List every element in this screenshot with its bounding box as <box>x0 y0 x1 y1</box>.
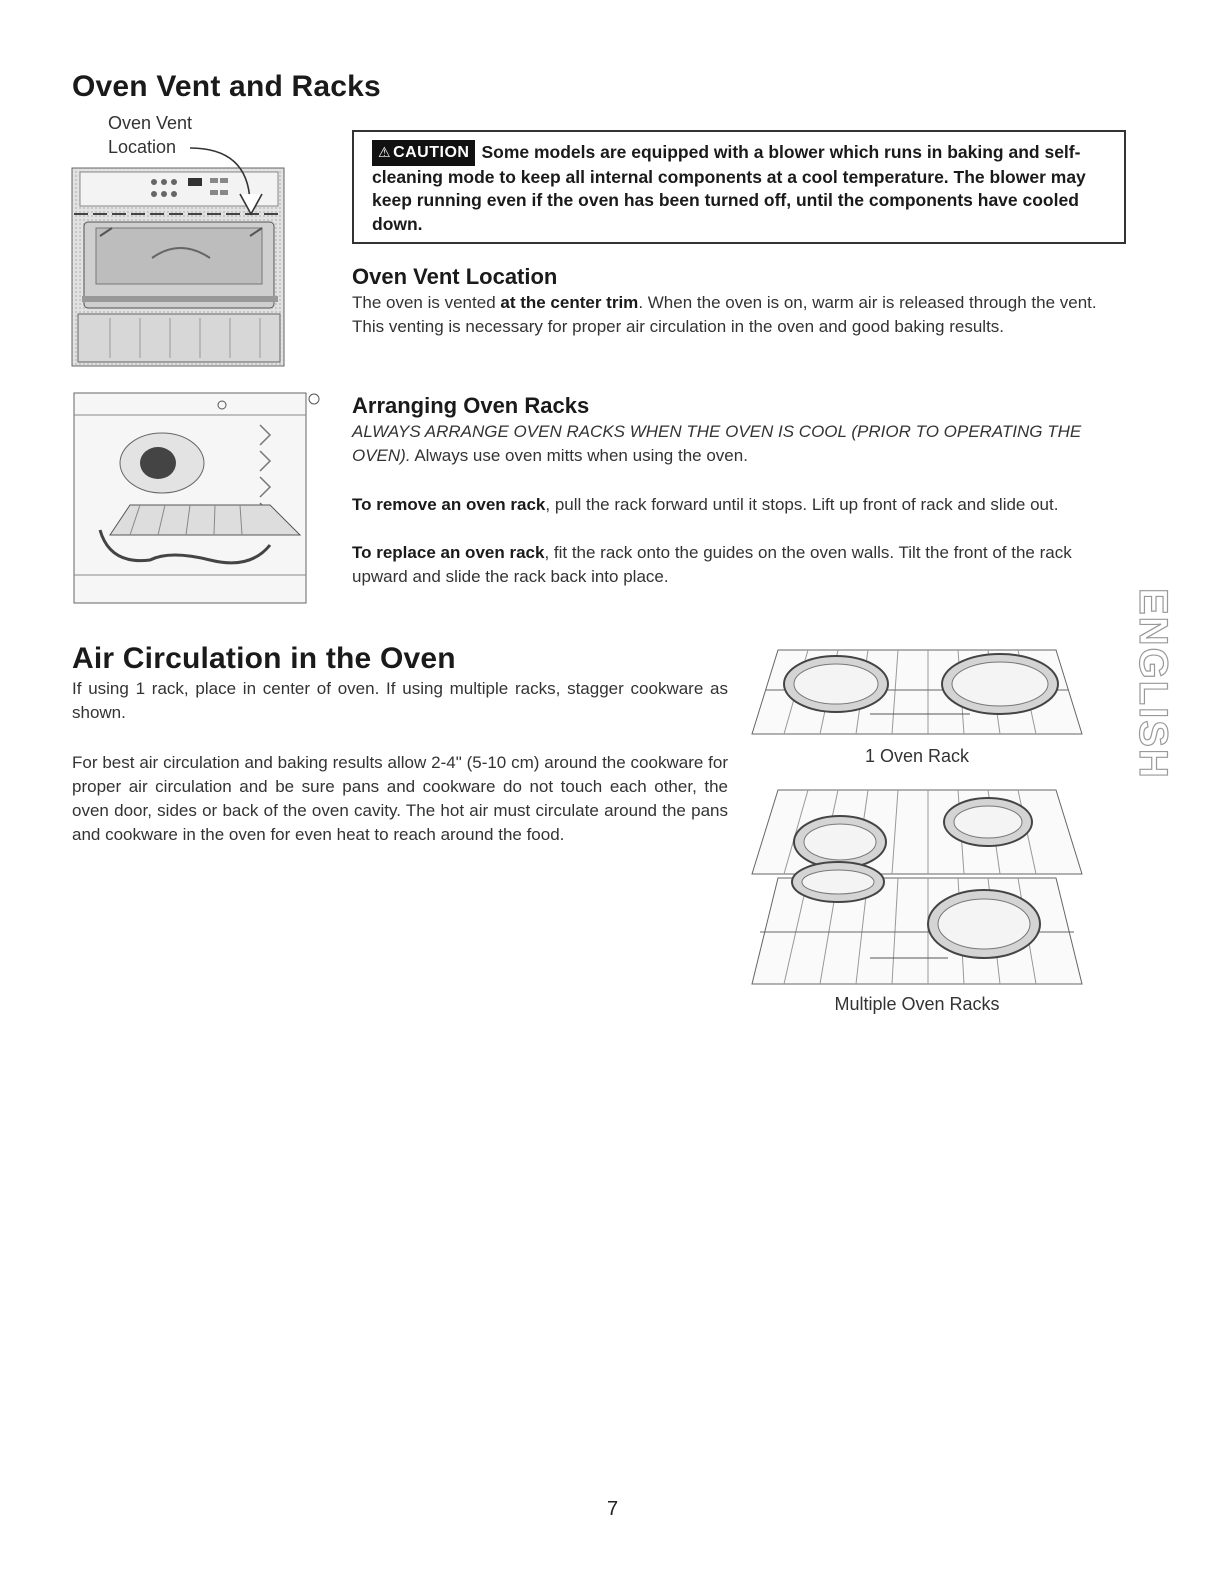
caution-box <box>352 130 1126 244</box>
air-circulation-para1: If using 1 rack, place in center of oven. If using multiple racks, stagger cookware as shown. <box>72 679 728 722</box>
remove-rack-bold: To remove an oven rack <box>352 495 546 514</box>
caption-multiple-oven-racks: Multiple Oven Racks <box>834 994 1000 1014</box>
oven-vent-location-heading: Oven Vent Location <box>352 264 558 289</box>
vent-text-after: . When the oven is on, warm air is released through the vent. This venting is necessary for proper air circulation in the oven and good baking results. <box>352 293 1097 336</box>
section-title-oven-vent: Oven Vent and Racks <box>72 70 381 103</box>
replace-rack-bold: To replace an oven rack <box>352 543 545 562</box>
replace-rack-instruction <box>352 541 1112 589</box>
oven-interior-racks-illustration <box>70 385 328 610</box>
oven-vent-location-text <box>352 291 1112 339</box>
vent-text-before: The oven is vented <box>352 293 501 312</box>
caution-badge <box>372 140 475 166</box>
section-title-air-circulation: Air Circulation in the Oven <box>72 642 456 675</box>
caption-one-oven-rack: 1 Oven Rack <box>864 746 970 766</box>
racks-warning-after: Always use oven mitts when using the oven. <box>410 446 748 465</box>
vent-callout-line2: Location <box>108 137 177 157</box>
arranging-racks-warning <box>352 420 1092 468</box>
vent-callout-line1: Oven Vent <box>108 113 193 133</box>
remove-rack-instruction <box>352 493 1112 517</box>
caution-badge-label: CAUTION <box>393 144 470 161</box>
one-oven-rack-illustration <box>748 640 1086 742</box>
arranging-racks-heading: Arranging Oven Racks <box>352 393 590 418</box>
remove-rack-text: , pull the rack forward until it stops. Lift up front of rack and slide out. <box>545 495 1059 514</box>
caution-text: Some models are equipped with a blower which runs in baking and self-cleaning mode to keep all internal components at a cool temperature. The blower may keep running even if the oven has been turned off, until the components have cooled down. <box>372 142 1086 234</box>
oven-front-illustration <box>70 138 300 370</box>
multiple-oven-racks-illustration <box>748 782 1086 992</box>
replace-rack-text: , fit the rack onto the guides on the oven walls. Tilt the front of the rack upward and slide the rack back into place. <box>352 543 1072 586</box>
vent-text-bold: at the center trim <box>500 293 639 312</box>
sidebar-language-tab: ENGLISH <box>1131 588 1175 780</box>
air-circulation-para2: For best air circulation and baking results allow 2-4" (5-10 cm) around the cookware for proper air circulation and be sure pans and cookware do not touch each other, the oven door, sides or back of the oven cavity. The hot air must circulate around the pans and cookware in the oven for even heat to reach around the food. <box>72 753 728 844</box>
racks-warning-italic: ALWAYS ARRANGE OVEN RACKS WHEN THE OVEN IS COOL (PRIOR TO OPERATING THE OVEN). <box>352 422 1082 465</box>
page-number: 7 <box>606 1498 619 1520</box>
warning-triangle-icon: ⚠ <box>378 144 392 160</box>
